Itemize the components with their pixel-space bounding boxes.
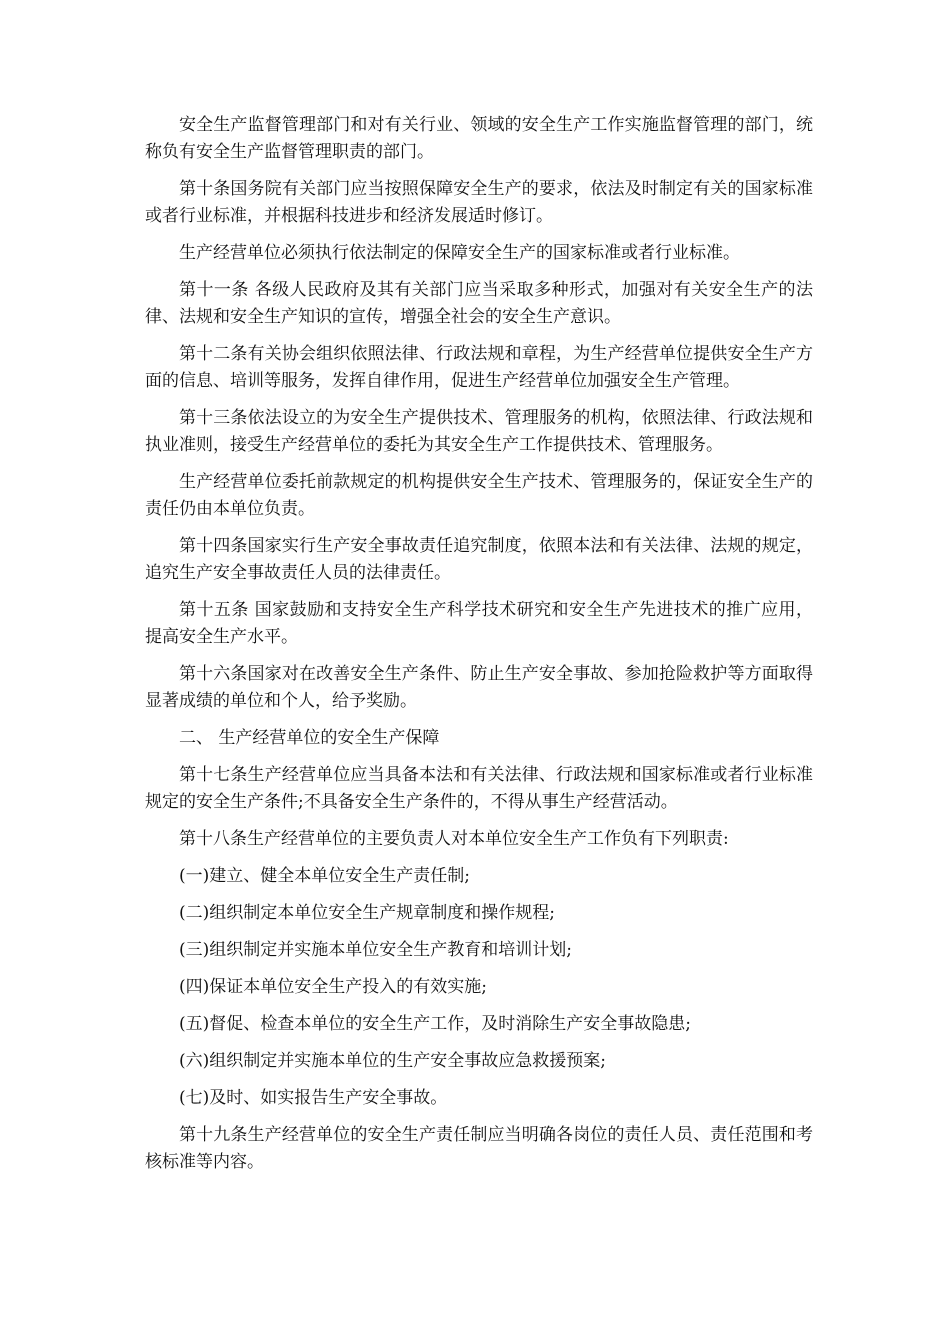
document-body	[145, 112, 813, 1186]
paragraph-12: 第十七条生产经营单位应当具备本法和有关法律、行政法规和国家标准或者行业标准规定的安全生产条件;不具备安全生产条件的，不得从事生产经营活动。	[145, 765, 813, 812]
paragraph-1: 安全生产监督管理部门和对有关行业、领域的安全生产工作实施监督管理的部门，统称负有安全生产监督管理职责的部门。	[145, 115, 813, 162]
paragraph-3: 生产经营单位必须执行依法制定的保障安全生产的国家标准或者行业标准。	[179, 243, 740, 263]
list-item-4: (四)保证本单位安全生产投入的有效实施;	[179, 977, 487, 997]
list-item-2: (二)组织制定本单位安全生产规章制度和操作规程;	[179, 903, 555, 923]
paragraph-10: 第十六条国家对在改善安全生产条件、防止生产安全事故、参加抢险救护等方面取得显著成绩的单位和个人，给予奖励。	[145, 664, 813, 711]
paragraph-13: 第十八条生产经营单位的主要负责人对本单位安全生产工作负有下列职责:	[179, 829, 729, 849]
list-item-7: (七)及时、如实报告生产安全事故。	[179, 1088, 448, 1108]
paragraph-9: 第十五条 国家鼓励和支持安全生产科学技术研究和安全生产先进技术的推广应用，提高安全生产水平。	[145, 600, 813, 647]
list-item-6: (六)组织制定并实施本单位的生产安全事故应急救援预案;	[179, 1051, 606, 1071]
paragraph-7: 生产经营单位委托前款规定的机构提供安全生产技术、管理服务的，保证安全生产的责任仍由本单位负责。	[145, 472, 813, 519]
paragraph-2: 第十条国务院有关部门应当按照保障安全生产的要求，依法及时制定有关的国家标准或者行业标准，并根据科技进步和经济发展适时修订。	[145, 179, 813, 226]
list-item-3: (三)组织制定并实施本单位安全生产教育和培训计划;	[179, 940, 572, 960]
paragraph-5: 第十二条有关协会组织依照法律、行政法规和章程，为生产经营单位提供安全生产方面的信息、培训等服务，发挥自律作用，促进生产经营单位加强安全生产管理。	[145, 344, 813, 391]
paragraph-8: 第十四条国家实行生产安全事故责任追究制度，依照本法和有关法律、法规的规定，追究生产安全事故责任人员的法律责任。	[145, 536, 813, 583]
list-item-5: (五)督促、检查本单位的安全生产工作，及时消除生产安全事故隐患;	[179, 1014, 691, 1034]
paragraph-6: 第十三条依法设立的为安全生产提供技术、管理服务的机构，依照法律、行政法规和执业准则，接受生产经营单位的委托为其安全生产工作提供技术、管理服务。	[145, 408, 813, 455]
paragraph-4: 第十一条 各级人民政府及其有关部门应当采取多种形式，加强对有关安全生产的法律、法规和安全生产知识的宣传，增强全社会的安全生产意识。	[145, 280, 813, 327]
paragraph-21: 第十九条生产经营单位的安全生产责任制应当明确各岗位的责任人员、责任范围和考核标准等内容。	[145, 1125, 813, 1172]
list-item-1: (一)建立、健全本单位安全生产责任制;	[179, 866, 470, 886]
section-heading: 二、 生产经营单位的安全生产保障	[179, 728, 440, 748]
